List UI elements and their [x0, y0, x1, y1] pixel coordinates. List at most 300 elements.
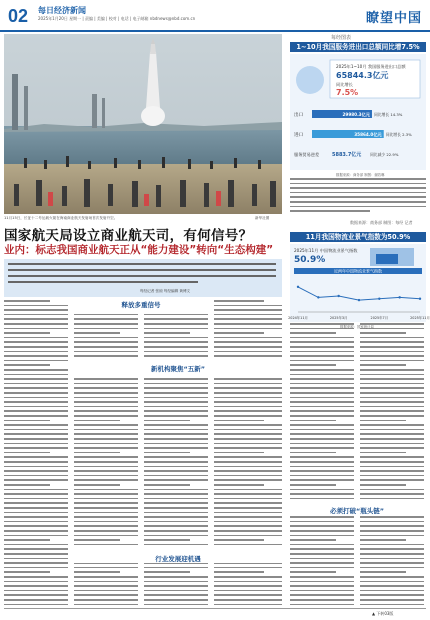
text-line	[214, 535, 282, 537]
text-line	[4, 544, 68, 546]
text-line	[4, 314, 68, 316]
text-line	[290, 516, 354, 518]
text-line	[214, 314, 282, 316]
text-line	[74, 397, 138, 399]
text-line	[144, 355, 208, 357]
text-line	[214, 502, 282, 504]
text-line	[290, 599, 354, 601]
text-line	[4, 581, 68, 583]
text-line	[4, 535, 68, 537]
text-line	[144, 383, 208, 385]
text-line	[74, 470, 138, 472]
text-line	[144, 323, 208, 325]
text-line	[214, 484, 264, 486]
text-line	[74, 443, 138, 445]
text-line	[290, 535, 354, 537]
text-line	[144, 420, 190, 422]
text-line	[290, 530, 354, 532]
text-line	[74, 406, 138, 408]
text-line	[360, 484, 406, 486]
chart-panel-note: 数据来源：商务部 制图：每经 记者	[350, 220, 413, 225]
text-line	[4, 332, 50, 334]
text-line	[360, 558, 424, 560]
text-line	[144, 438, 208, 440]
chart2-point	[317, 296, 319, 298]
text-line	[4, 525, 68, 527]
text-line	[144, 530, 208, 532]
chart1-svg	[290, 54, 426, 170]
text-line	[74, 535, 138, 537]
text-line	[4, 516, 68, 518]
text-line	[290, 525, 354, 527]
text-line	[290, 544, 354, 546]
text-line	[74, 318, 138, 320]
page-number: 02	[8, 6, 29, 26]
text-line	[4, 456, 68, 458]
text-line	[360, 525, 424, 527]
services-trade-chart	[290, 54, 426, 170]
text-line	[4, 309, 68, 311]
text-line	[144, 479, 208, 481]
text-line	[4, 475, 68, 477]
text-line	[4, 521, 68, 523]
text-line	[290, 429, 354, 431]
text-line	[360, 516, 424, 518]
text-line	[4, 346, 68, 348]
text-line	[290, 443, 354, 445]
text-line	[4, 484, 50, 486]
text-line	[290, 210, 370, 212]
text-line	[214, 571, 264, 573]
text-line	[4, 548, 68, 550]
text-line	[74, 489, 138, 491]
text-line	[4, 507, 68, 509]
text-line	[360, 470, 424, 472]
text-line	[74, 539, 120, 541]
text-line	[290, 355, 354, 357]
text-line	[214, 489, 282, 491]
text-line	[4, 364, 50, 366]
text-line	[4, 452, 50, 454]
chart2-headline-label: 2025年11月 中国物流业景气指数	[294, 248, 358, 253]
text-line	[144, 461, 208, 463]
text-line	[74, 585, 138, 587]
text-line	[74, 387, 138, 389]
text-line	[360, 351, 424, 353]
text-line	[4, 461, 68, 463]
text-line	[360, 567, 424, 569]
chart1-source: 数据来源：商务部 制图：谢若琳	[336, 173, 385, 177]
text-line	[360, 443, 424, 445]
text-line	[144, 498, 208, 500]
text-line	[360, 466, 424, 468]
text-line	[4, 323, 68, 325]
text-line	[74, 544, 138, 546]
text-line	[214, 470, 282, 472]
text-line	[214, 383, 282, 385]
text-line	[214, 392, 282, 394]
text-line	[74, 452, 120, 454]
text-line	[360, 590, 424, 592]
chart2-point	[378, 298, 380, 300]
text-line	[4, 553, 68, 555]
chart1-title: 1~10月我国服务进出口总额同比增7.5%	[290, 42, 426, 52]
subhead-new-agency: 新机构聚焦“五新”	[74, 364, 282, 373]
text-line	[214, 397, 282, 399]
text-line	[4, 512, 68, 514]
text-line	[290, 548, 354, 550]
text-line	[144, 507, 208, 509]
text-line	[360, 364, 406, 366]
text-line	[360, 369, 424, 371]
text-line	[144, 489, 208, 491]
text-line	[144, 516, 208, 518]
text-line	[290, 585, 354, 587]
text-line	[290, 387, 354, 389]
text-line	[214, 604, 282, 606]
chart2-headline-value: 50.9%	[294, 255, 326, 265]
text-line	[290, 539, 336, 541]
text-line	[144, 544, 208, 546]
text-line	[290, 581, 354, 583]
text-line	[144, 525, 208, 527]
text-line	[290, 392, 354, 394]
photo-credit: 新华社图	[255, 216, 270, 220]
globe-icon	[296, 66, 324, 94]
text-line	[214, 401, 282, 403]
text-line	[4, 305, 68, 307]
text-line	[214, 415, 282, 417]
text-line	[360, 433, 424, 435]
text-line	[74, 410, 138, 412]
text-line	[214, 438, 282, 440]
chart2-tick-label: 2025年3月	[329, 316, 348, 320]
text-line	[74, 507, 138, 509]
text-line	[74, 502, 138, 504]
text-line	[4, 502, 68, 504]
text-line	[290, 470, 354, 472]
text-line	[74, 571, 120, 573]
text-line	[4, 369, 68, 371]
text-line	[144, 433, 208, 435]
chart1-deficit-value: 5883.7亿元	[332, 152, 362, 158]
text-line	[290, 178, 426, 180]
text-line	[214, 599, 282, 601]
text-line	[290, 415, 354, 417]
text-line	[290, 397, 354, 399]
text-line	[290, 576, 354, 578]
text-line	[4, 498, 68, 500]
text-line	[74, 581, 138, 583]
text-line	[144, 466, 208, 468]
text-line	[360, 438, 424, 440]
text-line	[214, 387, 282, 389]
text-line	[4, 571, 50, 573]
text-line	[360, 548, 424, 550]
text-line	[74, 424, 138, 426]
text-line	[74, 346, 138, 348]
photo-caption: 11月15日，长征十二号运载火箭在海南商业航天发射场首次发射升空。	[4, 216, 118, 220]
text-line	[74, 429, 138, 431]
text-line	[4, 429, 68, 431]
chart2-point	[419, 298, 421, 300]
text-line	[144, 387, 208, 389]
text-line	[214, 305, 282, 307]
text-line	[144, 328, 208, 330]
text-line	[360, 604, 424, 606]
text-line	[360, 599, 424, 601]
text-line	[290, 374, 354, 376]
reporter-byline: 每经记者 张琼 每经编辑 黄博文	[140, 289, 191, 293]
text-line	[290, 475, 354, 477]
text-line	[4, 406, 68, 408]
text-line	[144, 401, 208, 403]
text-line	[74, 420, 120, 422]
text-line	[74, 498, 138, 500]
footer-rule	[4, 608, 426, 609]
text-line	[144, 332, 190, 334]
text-line	[360, 553, 424, 555]
text-line	[214, 576, 282, 578]
text-line	[214, 525, 282, 527]
text-line	[290, 406, 354, 408]
text-line	[290, 360, 354, 362]
text-line	[360, 392, 424, 394]
text-line	[214, 346, 282, 348]
text-line	[74, 567, 138, 569]
chart1-callout-label: 2025年1~10月 我国服务进出口总额	[336, 64, 406, 69]
chart1-category-label: 进口	[294, 133, 304, 138]
text-line	[4, 438, 68, 440]
text-line	[144, 567, 208, 569]
chart-panel-label: 每经图表	[331, 35, 352, 41]
text-line	[214, 479, 282, 481]
text-line	[4, 493, 68, 495]
text-line	[4, 351, 68, 353]
text-line	[290, 590, 354, 592]
text-line	[360, 397, 424, 399]
text-line	[144, 535, 208, 537]
text-line	[290, 498, 354, 500]
text-line	[290, 201, 426, 203]
text-line	[4, 337, 68, 339]
text-line	[214, 429, 282, 431]
text-line	[4, 594, 68, 596]
text-line	[74, 599, 138, 601]
text-line	[290, 369, 354, 371]
text-line	[144, 406, 208, 408]
text-line	[74, 590, 138, 592]
text-line	[144, 484, 190, 486]
text-line	[144, 447, 208, 449]
text-line	[4, 341, 68, 343]
text-line	[360, 378, 424, 380]
text-line	[360, 594, 424, 596]
text-line	[4, 420, 50, 422]
text-line	[290, 479, 354, 481]
photo-illustration	[4, 34, 282, 214]
text-line	[214, 590, 282, 592]
text-line	[74, 341, 138, 343]
text-line	[74, 493, 138, 495]
chart1-growth-value: 7.5%	[336, 88, 359, 97]
text-line	[214, 567, 282, 569]
text-line	[290, 604, 354, 606]
text-line	[290, 521, 354, 523]
text-line	[360, 415, 424, 417]
text-line	[214, 378, 282, 380]
text-line	[214, 447, 282, 449]
chart1-value-label: 35864.0亿元	[354, 132, 382, 137]
text-line	[290, 420, 336, 422]
text-line	[360, 530, 424, 532]
chart2-title: 11月我国物流业景气指数为50.9%	[290, 232, 426, 242]
chart1-category-label: 出口	[294, 113, 304, 118]
text-line	[4, 401, 68, 403]
text-line	[360, 498, 424, 500]
text-line	[74, 466, 138, 468]
text-line	[360, 341, 424, 343]
text-line	[214, 539, 264, 541]
text-line	[290, 433, 354, 435]
text-line	[214, 406, 282, 408]
text-line	[214, 351, 282, 353]
chart2-tick-label: 2024年11月	[288, 316, 308, 320]
text-line	[144, 452, 190, 454]
text-line	[144, 521, 208, 523]
text-line	[360, 475, 424, 477]
text-line	[360, 539, 406, 541]
text-line	[360, 429, 424, 431]
text-line	[4, 599, 68, 601]
chart1-callout-value: 65844.3亿元	[336, 71, 389, 80]
body-text-column-6	[360, 300, 424, 606]
article-subheadline: 业内：标志我国商业航天正从“能力建设”转向“生态构建”	[4, 244, 274, 256]
text-line	[360, 360, 424, 362]
text-line	[144, 590, 208, 592]
text-line	[144, 604, 208, 606]
text-line	[144, 585, 208, 587]
text-line	[144, 581, 208, 583]
text-line	[214, 309, 282, 311]
text-line	[144, 475, 208, 477]
text-line	[74, 355, 138, 357]
text-line	[290, 424, 354, 426]
text-line	[360, 521, 424, 523]
text-line	[4, 433, 68, 435]
chart1-growth-label: 同比增长 2.3%	[385, 132, 412, 137]
text-line	[290, 452, 336, 454]
text-line	[214, 332, 264, 334]
text-line	[4, 447, 68, 449]
text-line	[74, 516, 138, 518]
text-line	[74, 479, 138, 481]
text-line	[290, 461, 354, 463]
text-line	[4, 489, 68, 491]
text-line	[360, 410, 424, 412]
text-line	[290, 187, 426, 189]
text-line	[290, 192, 426, 194]
chart2-tick-label: 2025年11月	[410, 316, 430, 320]
chart2-svg	[288, 244, 430, 322]
text-line	[214, 300, 264, 302]
text-line	[144, 502, 208, 504]
text-line	[74, 378, 138, 380]
text-line	[290, 456, 354, 458]
text-line	[214, 433, 282, 435]
text-line	[4, 360, 68, 362]
text-line	[360, 535, 424, 537]
text-line	[4, 383, 68, 385]
logistics-index-chart	[288, 244, 430, 322]
chart2-series-name: 近两年中国物流业景气指数	[334, 268, 382, 274]
text-line	[214, 456, 282, 458]
text-line	[360, 581, 424, 583]
text-line	[360, 562, 424, 564]
text-line	[290, 553, 354, 555]
text-line	[144, 599, 208, 601]
text-line	[290, 562, 354, 564]
text-line	[214, 512, 282, 514]
text-line	[360, 447, 424, 449]
text-line	[4, 415, 68, 417]
subhead-opportunity: 行业发展迎机遇	[74, 554, 282, 563]
text-line	[4, 562, 68, 564]
text-line	[4, 466, 68, 468]
text-line	[144, 337, 208, 339]
section-title: 瞭望中国	[365, 11, 422, 26]
text-line	[144, 456, 208, 458]
text-line	[360, 424, 424, 426]
text-line	[144, 576, 208, 578]
text-line	[290, 401, 354, 403]
text-line	[74, 594, 138, 596]
text-line	[360, 387, 424, 389]
text-line	[360, 452, 406, 454]
text-line	[290, 346, 354, 348]
text-line	[74, 456, 138, 458]
truck-icon	[376, 254, 398, 264]
text-line	[214, 337, 282, 339]
text-line	[214, 507, 282, 509]
text-line	[74, 351, 138, 353]
text-line	[214, 498, 282, 500]
text-line	[360, 355, 424, 357]
text-line	[74, 461, 138, 463]
text-line	[290, 206, 426, 208]
text-line	[214, 341, 282, 343]
text-line	[74, 328, 138, 330]
text-line	[4, 443, 68, 445]
text-line	[4, 585, 68, 587]
text-line	[290, 196, 426, 198]
text-line	[4, 392, 68, 394]
subhead-signals: 释放多重信号	[74, 300, 208, 309]
text-line	[360, 493, 424, 495]
text-line	[290, 341, 354, 343]
text-line	[360, 544, 424, 546]
chart1-deficit-label: 服务贸易逆差	[294, 152, 320, 157]
text-line	[290, 337, 354, 339]
text-line	[144, 424, 208, 426]
text-line	[214, 420, 264, 422]
text-line	[360, 585, 424, 587]
text-line	[144, 512, 208, 514]
text-line	[4, 318, 68, 320]
text-line	[214, 530, 282, 532]
text-line	[144, 341, 208, 343]
text-line	[214, 328, 282, 330]
